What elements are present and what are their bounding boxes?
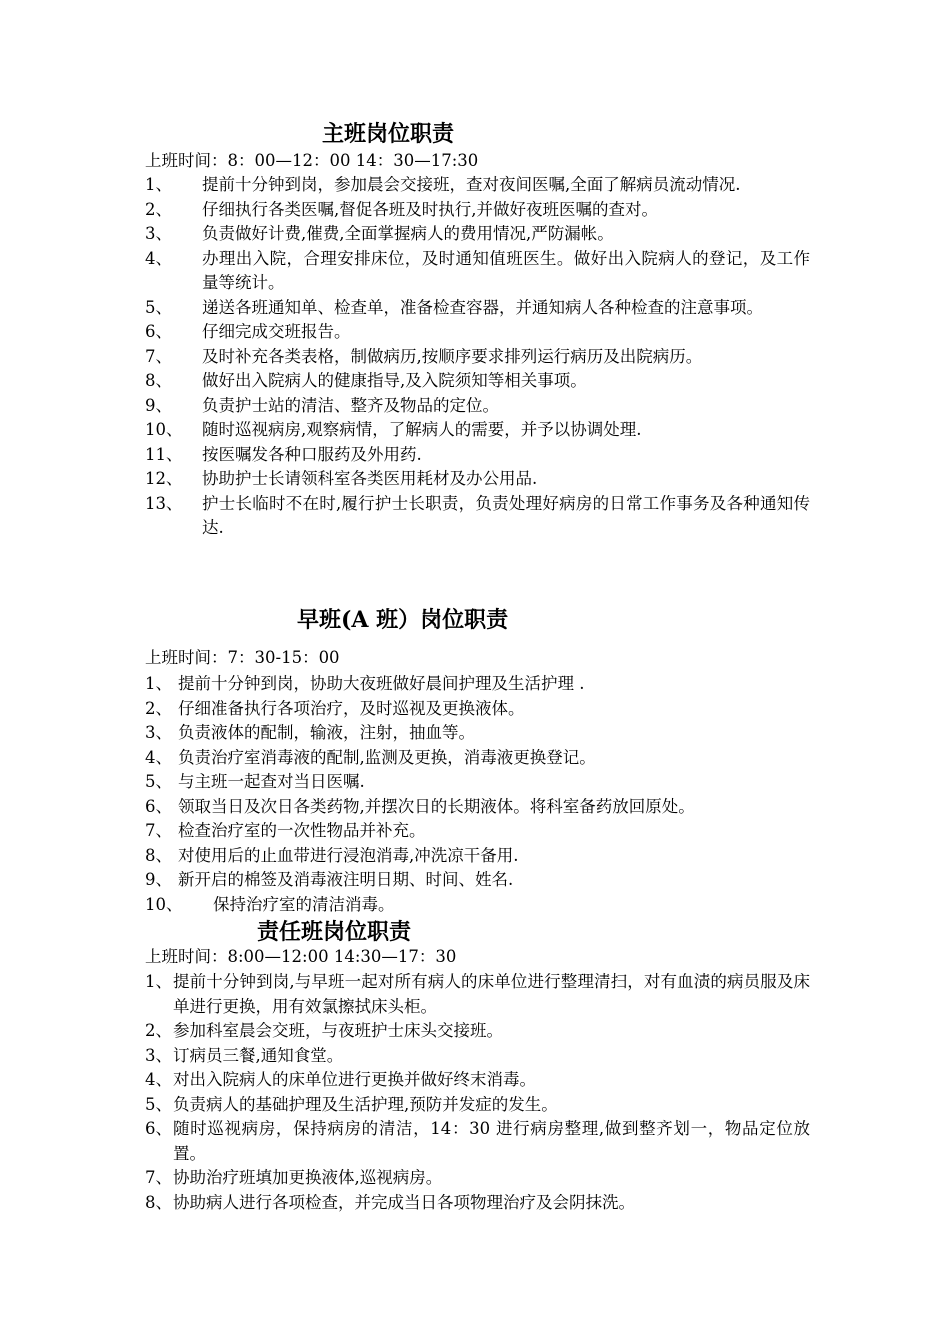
list-item xyxy=(145,844,810,869)
item-text: 保持治疗室的清洁消毒。 xyxy=(213,894,395,914)
item-text: 提前十分钟到岗，协助大夜班做好晨间护理及生活护理 . xyxy=(178,674,585,693)
item-number: 1、 xyxy=(145,674,172,693)
list-item xyxy=(145,819,810,844)
section-title-responsible-shift: 责任班岗位职责 xyxy=(257,919,412,945)
duty-list-main-shift xyxy=(145,173,810,541)
item-number: 9、 xyxy=(145,870,172,889)
item-number: 4、 xyxy=(145,248,172,268)
list-item xyxy=(145,173,810,198)
list-item xyxy=(145,394,810,419)
list-item xyxy=(145,443,810,468)
item-text: 仔细完成交班报告。 xyxy=(202,322,351,341)
list-item xyxy=(145,1068,810,1093)
section-title-main-shift: 主班岗位职责 xyxy=(322,121,455,147)
duty-list-responsible-shift xyxy=(145,970,810,1215)
item-number: 2、 xyxy=(145,698,172,718)
item-number: 6、 xyxy=(145,1119,172,1138)
item-text: 负责液体的配制，输液，注射，抽血等。 xyxy=(178,723,475,742)
item-text: 做好出入院病人的健康指导,及入院须知等相关事项。 xyxy=(202,371,587,390)
item-text: 仔细执行各类医嘱,督促各班及时执行,并做好夜班医嘱的查对。 xyxy=(202,199,658,219)
list-item xyxy=(145,222,810,247)
list-item xyxy=(145,320,810,345)
item-text: 对使用后的止血带进行浸泡消毒,冲洗凉干备用. xyxy=(178,845,519,865)
item-number: 7、 xyxy=(145,346,172,366)
item-number: 9、 xyxy=(145,395,172,415)
list-item xyxy=(145,697,810,722)
item-number: 1、 xyxy=(145,175,172,194)
item-text: 协助护士长请领科室各类医用耗材及办公用品. xyxy=(202,469,538,488)
list-item xyxy=(145,1191,810,1216)
item-text: 协助治疗班填加更换液体,巡视病房。 xyxy=(173,1168,443,1187)
item-text: 参加科室晨会交班，与夜班护士床头交接班。 xyxy=(173,1021,503,1040)
item-text: 对出入院病人的床单位进行更换并做好终末消毒。 xyxy=(173,1070,536,1089)
item-number: 10、 xyxy=(145,420,183,439)
list-item xyxy=(145,1019,810,1044)
item-number: 2、 xyxy=(145,199,172,219)
section-time-responsible-shift: 上班时间：8:00—12:00 14:30—17：30 xyxy=(145,947,457,966)
item-number: 6、 xyxy=(145,796,172,816)
list-item xyxy=(145,672,810,697)
item-number: 1、 xyxy=(145,972,172,991)
item-text: 及时补充各类表格，制做病历,按顺序要求排列运行病历及出院病历。 xyxy=(202,346,703,366)
item-text: 随时巡视病房,观察病情，了解病人的需要，并予以协调处理. xyxy=(202,420,642,439)
item-text: 协助病人进行各项检查，并完成当日各项物理治疗及会阴抹洗。 xyxy=(173,1192,635,1212)
list-item xyxy=(145,795,810,820)
item-text: 负责病人的基础护理及生活护理,预防并发症的发生。 xyxy=(173,1094,558,1114)
item-text: 仔细准备执行各项治疗，及时巡视及更换液体。 xyxy=(178,698,525,718)
item-text: 提前十分钟到岗，参加晨会交接班，查对夜间医嘱,全面了解病员流动情况. xyxy=(202,175,741,194)
section-time-early-shift: 上班时间：7：30-15：00 xyxy=(145,648,340,667)
duty-list-early-shift xyxy=(145,672,810,917)
item-text: 按医嘱发各种口服药及外用药. xyxy=(202,444,422,464)
list-item xyxy=(145,492,810,541)
item-text: 与主班一起查对当日医嘱. xyxy=(178,772,365,791)
section-time-main-shift: 上班时间：8：00—12：00 14：30—17:30 xyxy=(145,151,479,170)
item-number: 8、 xyxy=(145,371,172,390)
item-text: 提前十分钟到岗,与早班一起对所有病人的床单位进行整理清扫，对有血渍的病员服及床单进行更换，用有效氯擦拭床头柜。 xyxy=(173,972,810,1016)
list-item xyxy=(145,770,810,795)
item-text: 新开启的棉签及消毒液注明日期、时间、姓名. xyxy=(178,870,514,889)
list-item xyxy=(145,198,810,223)
list-item xyxy=(145,369,810,394)
item-text: 订病员三餐,通知食堂。 xyxy=(173,1045,344,1065)
item-number: 4、 xyxy=(145,747,172,767)
item-text: 负责做好计费,催费,全面掌握病人的费用情况,严防漏帐。 xyxy=(202,224,614,243)
list-item xyxy=(145,721,810,746)
item-number: 3、 xyxy=(145,224,172,243)
item-number: 8、 xyxy=(145,845,172,865)
item-text: 负责治疗室消毒液的配制,监测及更换，消毒液更换登记。 xyxy=(178,747,596,767)
item-text: 办理出入院，合理安排床位，及时通知值班医生。做好出入院病人的登记，及工作量等统计。 xyxy=(202,248,810,292)
item-text: 检查治疗室的一次性物品并补充。 xyxy=(178,821,426,840)
list-item xyxy=(145,1117,810,1166)
list-item xyxy=(145,467,810,492)
item-number: 3、 xyxy=(145,723,172,742)
list-item xyxy=(145,1093,810,1118)
list-item xyxy=(145,418,810,443)
item-number: 5、 xyxy=(145,297,172,317)
item-number: 7、 xyxy=(145,821,172,840)
item-number: 12、 xyxy=(145,469,183,488)
list-item xyxy=(145,1166,810,1191)
item-text: 护士长临时不在时,履行护士长职责，负责处理好病房的日常工作事务及各种通知传达. xyxy=(202,493,810,537)
item-text: 负责护士站的清洁、整齐及物品的定位。 xyxy=(202,395,499,415)
item-number: 11、 xyxy=(145,444,183,464)
item-number: 10、 xyxy=(145,894,183,914)
list-item xyxy=(145,893,810,918)
section-title-early-shift: 早班(A 班）岗位职责 xyxy=(297,607,509,633)
list-item xyxy=(145,247,810,296)
item-number: 2、 xyxy=(145,1021,172,1040)
item-number: 6、 xyxy=(145,322,172,341)
item-text: 领取当日及次日各类药物,并摆次日的长期液体。将科室备药放回原处。 xyxy=(178,796,695,816)
item-number: 8、 xyxy=(145,1192,172,1212)
list-item xyxy=(145,1044,810,1069)
item-number: 13、 xyxy=(145,493,183,513)
item-text: 随时巡视病房，保持病房的清洁，14：30 进行病房整理,做到整齐划一，物品定位放置。 xyxy=(173,1119,810,1163)
list-item xyxy=(145,345,810,370)
item-text: 递送各班通知单、检查单，准备检查容器，并通知病人各种检查的注意事项。 xyxy=(202,297,763,317)
item-number: 7、 xyxy=(145,1168,172,1187)
list-item xyxy=(145,296,810,321)
list-item xyxy=(145,868,810,893)
item-number: 5、 xyxy=(145,772,172,791)
item-number: 5、 xyxy=(145,1094,172,1114)
list-item xyxy=(145,746,810,771)
item-number: 4、 xyxy=(145,1070,172,1089)
list-item xyxy=(145,970,810,1019)
item-number: 3、 xyxy=(145,1045,172,1065)
